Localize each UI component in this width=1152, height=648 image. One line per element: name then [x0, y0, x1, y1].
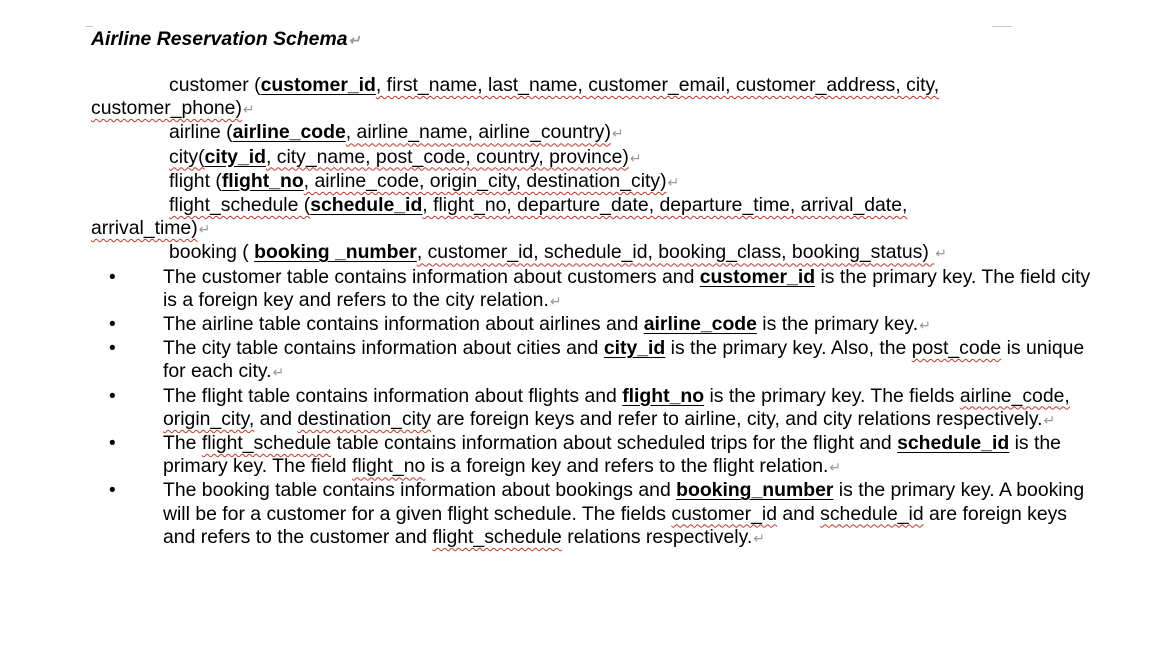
list-item: • The flight table contains information about flights and flight_no is the primary key. The fields airline_code, origin_city, and destination_city are foreign keys and refer to airline, city, and city relations respectively.↵ [74, 385, 1091, 432]
list-item: • The flight_schedule table contains information about scheduled trips for the flight and schedule_id is the primary key. The field flight_no is a foreign key and refers to the flight relation.↵ [74, 432, 1091, 479]
primary-key: city_id [204, 145, 266, 168]
schema-block [91, 74, 1091, 266]
schema-customer: customer (customer_id, first_name, last_name, customer_email, customer_address, city, customer_phone)↵ [91, 74, 940, 120]
primary-key: airline_code [232, 121, 346, 144]
corner-mark-right [992, 26, 1012, 27]
schema-airline: airline (airline_code, airline_name, airline_country)↵ [169, 121, 624, 144]
list-item: • The city table contains information about cities and city_id is the primary key. Also, the post_code is unique for each city.↵ [74, 337, 1091, 384]
schema-flight: flight (flight_no, airline_code, origin_city, destination_city)↵ [169, 169, 680, 192]
document-page [91, 28, 1091, 550]
schema-city: city(city_id, city_name, post_code, country, province)↵ [169, 145, 642, 168]
list-item: • The customer table contains information about customers and customer_id is the primary key. The field city is a foreign key and refers to the city relation.↵ [74, 266, 1091, 313]
primary-key: booking _number [254, 241, 417, 264]
document-title: Airline Reservation Schema↵ [91, 28, 361, 50]
schema-booking: booking ( booking _number, customer_id, schedule_id, booking_class, booking_status) ↵ [169, 241, 947, 264]
primary-key: customer_id [260, 74, 376, 96]
list-item: • The airline table contains information about airlines and airline_code is the primary key.↵ [74, 313, 1091, 337]
primary-key: schedule_id [310, 194, 423, 217]
paragraph-mark: ↵ [348, 32, 361, 48]
corner-mark-left [85, 26, 93, 27]
schema-flight-schedule: flight_schedule (schedule_id, flight_no, departure_date, departure_time, arrival_date, arrival_time)↵ [91, 194, 908, 240]
list-item: • The booking table contains information about bookings and booking_number is the primary key. A booking will be for a customer for a given flight schedule. The fields customer_id and schedule_id are foreign keys and refers to the customer and flight_schedule relations respectively.↵ [74, 479, 1091, 550]
description-list [74, 266, 1091, 550]
primary-key: flight_no [221, 169, 304, 192]
